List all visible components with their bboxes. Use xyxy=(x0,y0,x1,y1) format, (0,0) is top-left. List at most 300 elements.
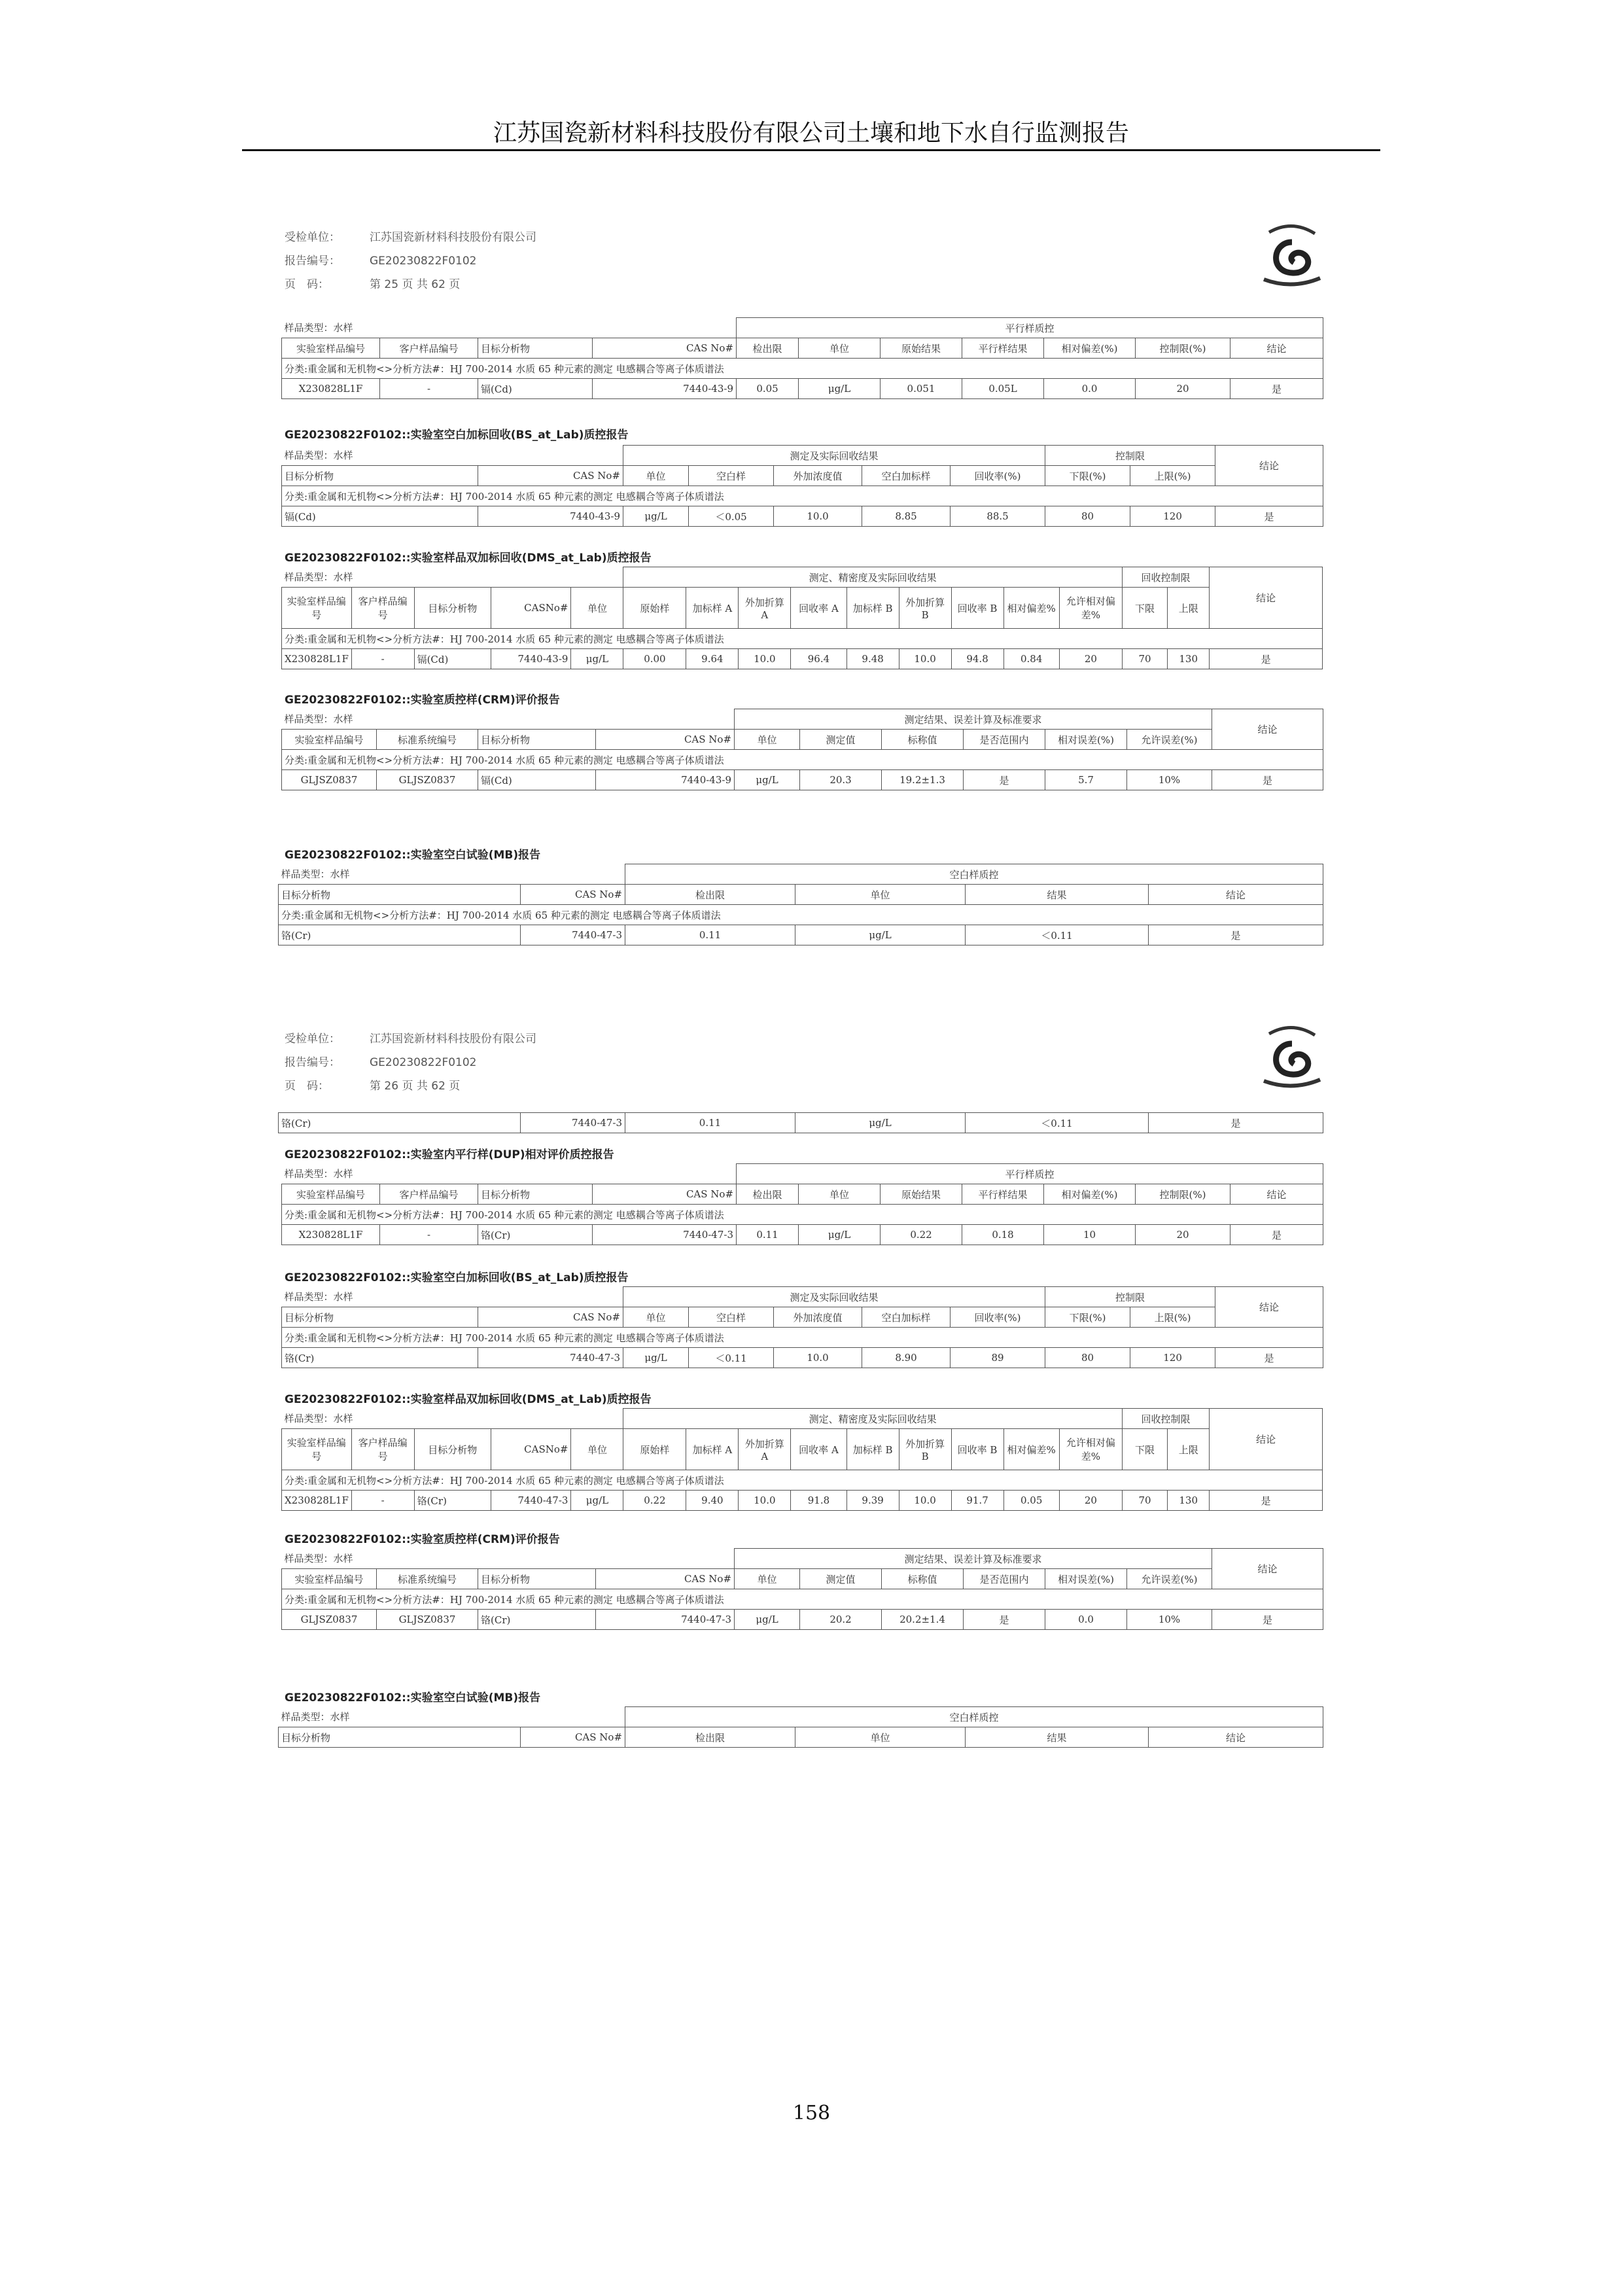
cell: 5.7 xyxy=(1045,770,1127,790)
col-header: 允许相对偏差% xyxy=(1059,588,1122,629)
cell: ＜0.11 xyxy=(966,925,1149,945)
category-row: 分类:重金属和无机物<>分析方法#：HJ 700-2014 水质 65 种元素的测定 电感耦合等离子体质谱法 xyxy=(282,1470,1323,1491)
cell: μg/L xyxy=(799,1225,881,1245)
cell: 0.84 xyxy=(1003,649,1059,669)
client-label: 受检单位： xyxy=(285,1033,340,1046)
col-header: 回收率 B xyxy=(951,588,1003,629)
col-header: 目标分析物 xyxy=(478,1184,593,1205)
cell: 0.0 xyxy=(1045,1610,1127,1630)
category-row: 分类:重金属和无机物<>分析方法#：HJ 700-2014 水质 65 种元素的测定 电感耦合等离子体质谱法 xyxy=(279,905,1323,925)
cell: 130 xyxy=(1168,649,1210,669)
sheet1-mb-title: GE20230822F0102::实验室空白试验(MB)报告 xyxy=(285,849,541,862)
cell: 8.90 xyxy=(862,1348,951,1368)
col-header: 单位 xyxy=(571,588,623,629)
col-header: 结论 xyxy=(1230,1184,1323,1205)
col-header: 标准系统编号 xyxy=(377,1569,478,1589)
conclusion-header: 结论 xyxy=(1210,1409,1323,1470)
cell: GLJSZ0837 xyxy=(282,770,377,790)
col-header: 标称值 xyxy=(882,730,964,750)
col-header: 加标样 B xyxy=(846,588,899,629)
cell: 是 xyxy=(1149,925,1323,945)
col-header: 检出限 xyxy=(625,885,795,905)
col-header: 单位 xyxy=(571,1429,623,1470)
client-label: 受检单位： xyxy=(285,231,340,244)
col-header: 相对偏差% xyxy=(1003,1429,1059,1470)
cell: 7440-47-3 xyxy=(478,1348,623,1368)
cell: - xyxy=(351,1491,414,1511)
sheet2-dup-table xyxy=(281,1163,1323,1245)
cell: 是 xyxy=(1212,1610,1323,1630)
header-row xyxy=(282,588,1323,629)
col-header: 单位 xyxy=(799,338,881,359)
group-header: 测定及实际回收结果 xyxy=(623,1287,1045,1307)
sheet1-dms-table xyxy=(281,567,1323,669)
sheet1-bs-title: GE20230822F0102::实验室空白加标回收(BS_at_Lab)质控报告 xyxy=(285,429,629,442)
group-header: 平行样质控 xyxy=(737,318,1323,338)
cell: X230828L1F xyxy=(282,1491,352,1511)
cell: 80 xyxy=(1045,506,1130,527)
cell: ＜0.11 xyxy=(966,1113,1149,1133)
col-header: 回收率 A xyxy=(791,588,846,629)
col-header: 加标样 A xyxy=(686,1429,739,1470)
group-header: 测定结果、误差计算及标准要求 xyxy=(735,709,1212,730)
lab-logo-icon xyxy=(1256,1021,1328,1093)
cell: 是 xyxy=(1210,649,1323,669)
col-header: 允许相对偏差% xyxy=(1059,1429,1122,1470)
col-header: 目标分析物 xyxy=(478,1569,596,1589)
col-header: 外加折算 B xyxy=(899,588,951,629)
col-header: 检出限 xyxy=(737,338,799,359)
cell: GLJSZ0837 xyxy=(282,1610,377,1630)
col-header: 相对偏差% xyxy=(1003,588,1059,629)
col-header: 目标分析物 xyxy=(279,885,521,905)
cell: 120 xyxy=(1130,506,1215,527)
col-header: 测定值 xyxy=(800,730,882,750)
category-row: 分类:重金属和无机物<>分析方法#：HJ 700-2014 水质 65 种元素的测定 电感耦合等离子体质谱法 xyxy=(282,629,1323,649)
cell: 20.3 xyxy=(800,770,882,790)
cell: 9.48 xyxy=(846,649,899,669)
header-row xyxy=(282,338,1323,359)
col-header: 平行样结果 xyxy=(962,338,1044,359)
col-header: 目标分析物 xyxy=(282,1307,478,1328)
page-info: 第 25 页 共 62 页 xyxy=(370,278,461,291)
cell: μg/L xyxy=(735,1610,800,1630)
col-header: CAS No# xyxy=(478,1307,623,1328)
sample-type: 样品类型：水样 xyxy=(284,1413,353,1425)
col-header: 下限(%) xyxy=(1045,466,1130,486)
sheet2-bs-table xyxy=(281,1286,1323,1368)
col-header: 相对误差(%) xyxy=(1045,1569,1127,1589)
sample-type: 样品类型：水样 xyxy=(281,868,350,881)
col-header: 上限(%) xyxy=(1130,1307,1215,1328)
sheet2-dms-title: GE20230822F0102::实验室样品双加标回收(DMS_at_Lab)质控报告 xyxy=(285,1393,652,1406)
col-header: 外加浓度值 xyxy=(774,466,862,486)
col-header: 下限(%) xyxy=(1045,1307,1130,1328)
col-header: 检出限 xyxy=(737,1184,799,1205)
sheet2-meta xyxy=(285,1027,536,1098)
conclusion-header: 结论 xyxy=(1212,709,1323,750)
group-header: 空白样质控 xyxy=(625,1707,1323,1727)
header-row xyxy=(282,730,1323,750)
cell: 9.39 xyxy=(846,1491,899,1511)
table-row xyxy=(282,1610,1323,1630)
cell: 120 xyxy=(1130,1348,1215,1368)
cell: μg/L xyxy=(571,649,623,669)
col-header: 实验室样品编号 xyxy=(282,338,380,359)
col-header: 控制限(%) xyxy=(1136,338,1230,359)
cell: 7440-43-9 xyxy=(596,770,735,790)
cell: 0.11 xyxy=(625,925,795,945)
report-no: GE20230822F0102 xyxy=(370,255,477,268)
col-header: 客户样品编号 xyxy=(351,1429,414,1470)
col-header: CAS No# xyxy=(593,1184,737,1205)
cell: 是 xyxy=(1212,770,1323,790)
page-header: 江苏国瓷新材料科技股份有限公司土壤和地下水自行监测报告 xyxy=(493,120,1129,147)
sheet2-bs-title: GE20230822F0102::实验室空白加标回收(BS_at_Lab)质控报告 xyxy=(285,1271,629,1284)
col-header: 实验室样品编号 xyxy=(282,588,352,629)
col-header: 原始结果 xyxy=(881,338,962,359)
cell: 7440-47-3 xyxy=(593,1225,737,1245)
col-header: 客户样品编号 xyxy=(380,1184,478,1205)
recovery-limit-header: 回收控制限 xyxy=(1122,567,1209,588)
col-header: 结论 xyxy=(1149,885,1323,905)
col-header: 单位 xyxy=(795,1727,966,1748)
col-header: 允许误差(%) xyxy=(1127,1569,1212,1589)
col-header: 允许误差(%) xyxy=(1127,730,1212,750)
col-header: 标准系统编号 xyxy=(377,730,478,750)
cell: 20.2 xyxy=(800,1610,882,1630)
group-header: 测定、精密度及实际回收结果 xyxy=(623,1409,1122,1429)
col-header: 原始样 xyxy=(623,1429,686,1470)
sheet2-dms-table xyxy=(281,1408,1323,1511)
cell: X230828L1F xyxy=(282,649,352,669)
col-header: 单位 xyxy=(623,466,689,486)
cell: 是 xyxy=(1149,1113,1323,1133)
sample-type: 样品类型：水样 xyxy=(284,1168,353,1180)
recovery-limit-header: 回收控制限 xyxy=(1122,1409,1209,1429)
cell: GLJSZ0837 xyxy=(377,1610,478,1630)
category-row: 分类:重金属和无机物<>分析方法#：HJ 700-2014 水质 65 种元素的测定 电感耦合等离子体质谱法 xyxy=(282,1328,1323,1348)
cell: μg/L xyxy=(623,506,689,527)
cell: 20 xyxy=(1059,649,1122,669)
cell: 7440-43-9 xyxy=(593,379,737,399)
cell: 10.0 xyxy=(774,1348,862,1368)
cell: - xyxy=(380,1225,478,1245)
col-header: 加标样 A xyxy=(686,588,739,629)
group-header: 平行样质控 xyxy=(737,1164,1323,1184)
sheet1-meta xyxy=(285,226,536,296)
table-row xyxy=(282,506,1323,527)
cell: X230828L1F xyxy=(282,1225,380,1245)
sheet2-dup-title: GE20230822F0102::实验室内平行样(DUP)相对评价质控报告 xyxy=(285,1148,614,1161)
cell: 20 xyxy=(1136,1225,1230,1245)
col-header: CAS No# xyxy=(596,1569,735,1589)
col-header: CASNo# xyxy=(491,588,571,629)
group-header: 测定及实际回收结果 xyxy=(623,446,1045,466)
cell: μg/L xyxy=(799,379,881,399)
table-row xyxy=(279,1113,1323,1133)
header-row xyxy=(279,885,1323,905)
col-header: 目标分析物 xyxy=(279,1727,521,1748)
cell: 是 xyxy=(964,770,1045,790)
lab-logo-icon xyxy=(1256,219,1328,291)
col-header: 回收率 B xyxy=(951,1429,1003,1470)
table-row xyxy=(282,770,1323,790)
table-row xyxy=(282,1225,1323,1245)
col-header: 是否范围内 xyxy=(964,730,1045,750)
cell: μg/L xyxy=(735,770,800,790)
cell: 0.22 xyxy=(881,1225,962,1245)
report-no-label: 报告编号： xyxy=(285,1056,340,1069)
sheet2-mb-title: GE20230822F0102::实验室空白试验(MB)报告 xyxy=(285,1691,541,1704)
cell: 10 xyxy=(1044,1225,1136,1245)
cell: 19.2±1.3 xyxy=(882,770,964,790)
header-row xyxy=(282,1307,1323,1328)
col-header: 空白样 xyxy=(689,466,774,486)
col-header: 标称值 xyxy=(882,1569,964,1589)
conclusion-header: 结论 xyxy=(1210,567,1323,629)
cell: 镉(Cd) xyxy=(478,379,593,399)
category-row: 分类:重金属和无机物<>分析方法#：HJ 700-2014 水质 65 种元素的测定 电感耦合等离子体质谱法 xyxy=(282,486,1323,506)
col-header: 外加折算 A xyxy=(739,1429,791,1470)
col-header: 外加折算 B xyxy=(899,1429,951,1470)
cell: 7440-47-3 xyxy=(521,1113,625,1133)
cell: 7440-47-3 xyxy=(521,925,625,945)
col-header: 目标分析物 xyxy=(478,730,596,750)
cell: 铬(Cr) xyxy=(279,1113,521,1133)
header-row xyxy=(279,1727,1323,1748)
col-header: 目标分析物 xyxy=(282,466,478,486)
cell: 0.11 xyxy=(737,1225,799,1245)
col-header: 上限(%) xyxy=(1130,466,1215,486)
cell: 20 xyxy=(1136,379,1230,399)
col-header: CAS No# xyxy=(521,885,625,905)
col-header: 相对偏差(%) xyxy=(1044,338,1136,359)
cell: 10.0 xyxy=(774,506,862,527)
sample-type: 样品类型：水样 xyxy=(284,571,353,584)
col-header: 实验室样品编号 xyxy=(282,1184,380,1205)
cell: 镉(Cd) xyxy=(282,506,478,527)
sample-type: 样品类型：水样 xyxy=(284,1553,353,1565)
cell: ＜0.05 xyxy=(689,506,774,527)
cell: 10.0 xyxy=(899,1491,951,1511)
control-header: 控制限 xyxy=(1045,1287,1215,1307)
col-header: 客户样品编号 xyxy=(351,588,414,629)
cell: 8.85 xyxy=(862,506,951,527)
cell: - xyxy=(380,379,478,399)
table-row xyxy=(282,649,1323,669)
col-header: 实验室样品编号 xyxy=(282,730,377,750)
cell: μg/L xyxy=(571,1491,623,1511)
cell: 是 xyxy=(1210,1491,1323,1511)
col-header: 单位 xyxy=(799,1184,881,1205)
sample-type: 样品类型：水样 xyxy=(281,1711,350,1723)
col-header: 实验室样品编号 xyxy=(282,1429,352,1470)
header-row xyxy=(282,1184,1323,1205)
col-header: 检出限 xyxy=(625,1727,795,1748)
col-header: CAS No# xyxy=(478,466,623,486)
conclusion-header: 结论 xyxy=(1215,1287,1323,1328)
cell: 7440-43-9 xyxy=(491,649,571,669)
table-row xyxy=(282,1491,1323,1511)
sheet2-mb-table xyxy=(278,1706,1323,1748)
col-header: 结果 xyxy=(966,1727,1149,1748)
cell: 0.05 xyxy=(1003,1491,1059,1511)
report-no-label: 报告编号： xyxy=(285,255,340,268)
cell: 9.64 xyxy=(686,649,739,669)
col-header: CAS No# xyxy=(521,1727,625,1748)
col-header: 客户样品编号 xyxy=(380,338,478,359)
cell: 91.7 xyxy=(951,1491,1003,1511)
col-header: 目标分析物 xyxy=(414,588,491,629)
col-header: 空白样 xyxy=(689,1307,774,1328)
col-header: 结论 xyxy=(1149,1727,1323,1748)
header-rule xyxy=(242,149,1380,151)
cell: 0.11 xyxy=(625,1113,795,1133)
col-header: 结论 xyxy=(1230,338,1323,359)
col-header: 目标分析物 xyxy=(414,1429,491,1470)
cell: 20 xyxy=(1059,1491,1122,1511)
client-name: 江苏国瓷新材料科技股份有限公司 xyxy=(370,1033,536,1046)
cell: 铬(Cr) xyxy=(279,925,521,945)
header-row xyxy=(282,466,1323,486)
cell: 0.00 xyxy=(623,649,686,669)
page-label: 页 码： xyxy=(285,278,329,291)
sample-type: 样品类型：水样 xyxy=(284,1291,353,1303)
sheet1-bs-table xyxy=(281,445,1323,527)
group-header: 空白样质控 xyxy=(625,864,1323,885)
col-header: 上限 xyxy=(1168,588,1210,629)
sample-type: 样品类型：水样 xyxy=(284,713,353,726)
col-header: 外加浓度值 xyxy=(774,1307,862,1328)
cell: X230828L1F xyxy=(282,379,380,399)
col-header: 空白加标样 xyxy=(862,466,951,486)
cell: 7440-47-3 xyxy=(491,1491,571,1511)
col-header: 实验室样品编号 xyxy=(282,1569,377,1589)
cell: 94.8 xyxy=(951,649,1003,669)
col-header: 测定值 xyxy=(800,1569,882,1589)
cell: 铬(Cr) xyxy=(414,1491,491,1511)
cell: 80 xyxy=(1045,1348,1130,1368)
cell: 130 xyxy=(1168,1491,1210,1511)
col-header: 控制限(%) xyxy=(1136,1184,1230,1205)
cell: 0.05 xyxy=(737,379,799,399)
cell: 0.0 xyxy=(1044,379,1136,399)
cell: 91.8 xyxy=(791,1491,846,1511)
col-header: 上限 xyxy=(1168,1429,1210,1470)
conclusion-header: 结论 xyxy=(1215,446,1323,486)
cell: 9.40 xyxy=(686,1491,739,1511)
cell: 是 xyxy=(964,1610,1045,1630)
report-no: GE20230822F0102 xyxy=(370,1056,477,1069)
cell: 0.051 xyxy=(881,379,962,399)
conclusion-header: 结论 xyxy=(1212,1549,1323,1589)
page-number: 158 xyxy=(792,2102,831,2125)
sheet2-crm-table xyxy=(281,1548,1323,1630)
sheet1-crm-table xyxy=(281,709,1323,790)
cell: 铬(Cr) xyxy=(478,1225,593,1245)
cell: 20.2±1.4 xyxy=(882,1610,964,1630)
col-header: 回收率(%) xyxy=(951,1307,1045,1328)
col-header: 空白加标样 xyxy=(862,1307,951,1328)
col-header: 下限 xyxy=(1122,588,1167,629)
cell: GLJSZ0837 xyxy=(377,770,478,790)
col-header: CAS No# xyxy=(593,338,737,359)
category-row: 分类:重金属和无机物<>分析方法#：HJ 700-2014 水质 65 种元素的测定 电感耦合等离子体质谱法 xyxy=(282,1205,1323,1225)
page-info: 第 26 页 共 62 页 xyxy=(370,1080,461,1093)
col-header: 下限 xyxy=(1122,1429,1167,1470)
control-header: 控制限 xyxy=(1045,446,1215,466)
col-header: 单位 xyxy=(795,885,966,905)
cell: 0.05L xyxy=(962,379,1044,399)
client-name: 江苏国瓷新材料科技股份有限公司 xyxy=(370,231,536,244)
table-row xyxy=(279,925,1323,945)
col-header: 目标分析物 xyxy=(478,338,593,359)
cell: 7440-43-9 xyxy=(478,506,623,527)
cell: μg/L xyxy=(795,925,966,945)
col-header: 相对误差(%) xyxy=(1045,730,1127,750)
table-row xyxy=(282,379,1323,399)
col-header: 外加折算 A xyxy=(739,588,791,629)
header-row xyxy=(282,1429,1323,1470)
cell: 10.0 xyxy=(739,649,791,669)
col-header: 加标样 B xyxy=(846,1429,899,1470)
table-row xyxy=(282,1348,1323,1368)
col-header: 单位 xyxy=(735,730,800,750)
cell: - xyxy=(351,649,414,669)
category-row: 分类:重金属和无机物<>分析方法#：HJ 700-2014 水质 65 种元素的测定 电感耦合等离子体质谱法 xyxy=(282,750,1323,770)
col-header: 单位 xyxy=(623,1307,689,1328)
sheet1-dup-table xyxy=(281,317,1323,399)
col-header: 相对偏差(%) xyxy=(1044,1184,1136,1205)
cell: 10% xyxy=(1127,770,1212,790)
cell: 10.0 xyxy=(739,1491,791,1511)
cell: 是 xyxy=(1230,1225,1323,1245)
cell: 88.5 xyxy=(951,506,1045,527)
sheet2-crm-title: GE20230822F0102::实验室质控样(CRM)评价报告 xyxy=(285,1533,560,1546)
col-header: 单位 xyxy=(735,1569,800,1589)
cell: 镉(Cd) xyxy=(414,649,491,669)
cell: 10.0 xyxy=(899,649,951,669)
sheet1-dms-title: GE20230822F0102::实验室样品双加标回收(DMS_at_Lab)质控报告 xyxy=(285,552,652,565)
category-row: 分类:重金属和无机物<>分析方法#：HJ 700-2014 水质 65 种元素的测定 电感耦合等离子体质谱法 xyxy=(282,359,1323,379)
col-header: 原始样 xyxy=(623,588,686,629)
sheet2-mb-continuation-table xyxy=(278,1112,1323,1133)
cell: μg/L xyxy=(795,1113,966,1133)
col-header: 原始结果 xyxy=(881,1184,962,1205)
col-header: 平行样结果 xyxy=(962,1184,1044,1205)
col-header: CASNo# xyxy=(491,1429,571,1470)
sheet1-crm-title: GE20230822F0102::实验室质控样(CRM)评价报告 xyxy=(285,694,560,707)
cell: 70 xyxy=(1122,649,1167,669)
group-header: 测定结果、误差计算及标准要求 xyxy=(735,1549,1212,1569)
group-header: 测定、精密度及实际回收结果 xyxy=(623,567,1122,588)
cell: 是 xyxy=(1230,379,1323,399)
cell: 0.22 xyxy=(623,1491,686,1511)
col-header: 结果 xyxy=(966,885,1149,905)
col-header: 回收率(%) xyxy=(951,466,1045,486)
cell: 0.18 xyxy=(962,1225,1044,1245)
cell: 96.4 xyxy=(791,649,846,669)
cell: 铬(Cr) xyxy=(478,1610,596,1630)
cell: 70 xyxy=(1122,1491,1167,1511)
cell: ＜0.11 xyxy=(689,1348,774,1368)
cell: 10% xyxy=(1127,1610,1212,1630)
sample-type: 样品类型：水样 xyxy=(284,450,353,462)
cell: 89 xyxy=(951,1348,1045,1368)
cell: 是 xyxy=(1215,1348,1323,1368)
col-header: CAS No# xyxy=(596,730,735,750)
